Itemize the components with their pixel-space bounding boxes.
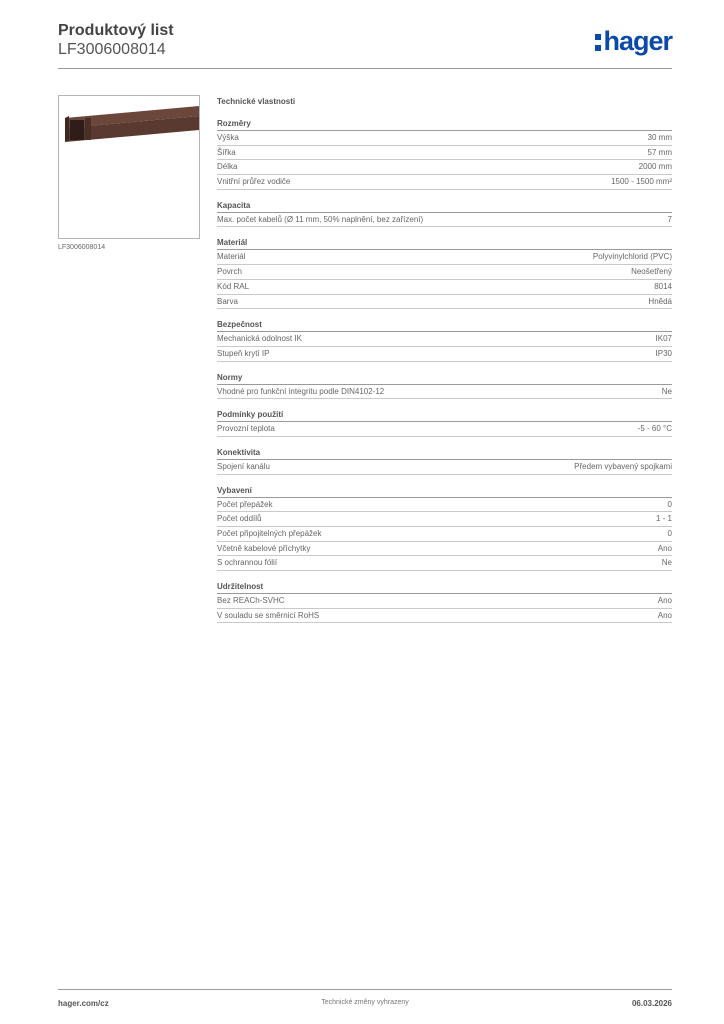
spec-section [217,580,672,623]
spec-value: IP30 [655,348,672,358]
spec-label: Kód RAL [217,281,250,291]
spec-value: 0 [667,499,672,509]
spec-value: 30 mm [647,133,672,142]
spec-value: Předem vybavený spojkami [574,461,672,471]
spec-section [217,117,672,190]
product-code: LF3006008014 [58,41,166,58]
spec-value: 0 [667,529,672,538]
spec-section [217,236,672,309]
spec-label: Šířka [217,147,236,157]
spec-label: Provozní teplota [217,424,275,434]
page-header [58,22,672,68]
spec-section [217,318,672,361]
product-image-caption: LF3006008014 [58,244,106,251]
spec-section-title: Konektivita [217,446,672,460]
spec-value: 2000 mm [638,162,672,172]
spec-section-title: Podmínky použití [217,408,672,422]
spec-value: 1500 - 1500 mm² [611,177,672,187]
spec-value: Ano [657,610,672,620]
spec-value: Ne [661,386,672,396]
spec-row [217,131,672,146]
footer-note: Technické změny vyhrazeny [321,999,409,1006]
spec-label: Povrch [217,267,242,277]
spec-label: Max. počet kabelů (Ø 11 mm, 50% naplnění, bez zařízení) [217,214,424,224]
spec-section-title: Vybavení [217,484,672,498]
spec-section-title: Udržitelnost [217,580,672,594]
spec-row [217,265,672,280]
spec-row [217,498,672,513]
footer-website[interactable]: hager.com/cz [58,999,109,1008]
spec-label: Stupeň krytí IP [217,348,270,358]
spec-value: -5 - 60 °C [637,424,672,434]
technical-specs [217,95,672,632]
spec-section [217,408,672,437]
cable-duct-icon [59,96,199,238]
spec-label: Materiál [217,252,246,262]
spec-row [217,213,672,228]
spec-label: Počet přepážek [217,499,273,509]
spec-row [217,250,672,265]
spec-label: Mechanická odolnost IK [217,334,302,344]
spec-row [217,332,672,347]
spec-section [217,446,672,475]
spec-row [217,512,672,527]
spec-value: Ano [657,596,672,606]
spec-section-title: Bezpečnost [217,318,672,332]
spec-row [217,556,672,571]
spec-value: Ne [661,558,672,568]
spec-row [217,295,672,310]
spec-row [217,175,672,190]
spec-value: Ano [657,543,672,553]
spec-row [217,527,672,542]
hager-logo [595,28,672,55]
spec-label: Barva [217,296,238,306]
spec-row [217,280,672,295]
spec-section-title: Rozměry [217,117,672,131]
spec-row [217,422,672,437]
footer-date: 06.03.2026 [631,999,672,1008]
header-divider [58,68,672,69]
specs-heading: Technické vlastnosti [217,97,296,106]
spec-section [217,199,672,228]
logo-text: hager [603,26,672,56]
spec-row [217,146,672,161]
spec-row [217,609,672,624]
spec-row [217,160,672,175]
spec-label: Výška [217,133,239,142]
logo-dots-icon [595,34,601,51]
spec-value: 57 mm [647,147,672,157]
spec-row [217,385,672,400]
spec-row [217,542,672,557]
spec-label: Délka [217,162,238,172]
spec-row [217,347,672,362]
spec-label: Bez REACh-SVHC [217,596,285,606]
spec-label: Vnitřní průřez vodiče [217,177,291,187]
spec-row [217,594,672,609]
spec-label: V souladu se směrnicí RoHS [217,610,320,620]
spec-label: Počet oddílů [217,514,262,524]
spec-value: 8014 [654,281,672,291]
spec-label: Včetně kabelové příchytky [217,543,311,553]
spec-value: Hnědá [648,296,672,306]
spec-section-title: Kapacita [217,199,672,213]
spec-label: Vhodné pro funkční integritu podle DIN4102-12 [217,386,385,396]
spec-value: Neošetřený [631,267,672,277]
spec-row [217,460,672,475]
spec-value: 1 - 1 [655,514,672,524]
product-image [58,95,200,239]
spec-label: Počet připojitelných přepážek [217,529,322,538]
spec-section-title: Normy [217,371,672,385]
spec-section-title: Materiál [217,236,672,250]
spec-value: IK07 [655,334,672,344]
spec-section [217,484,672,571]
document-title: Produktový list [58,22,174,39]
spec-label: Spojení kanálu [217,461,270,471]
spec-value: Polyvinylchlorid (PVC) [592,252,672,262]
page-footer [58,989,672,1009]
spec-section [217,371,672,400]
spec-value: 7 [667,214,672,224]
spec-label: S ochrannou fólií [217,558,278,568]
